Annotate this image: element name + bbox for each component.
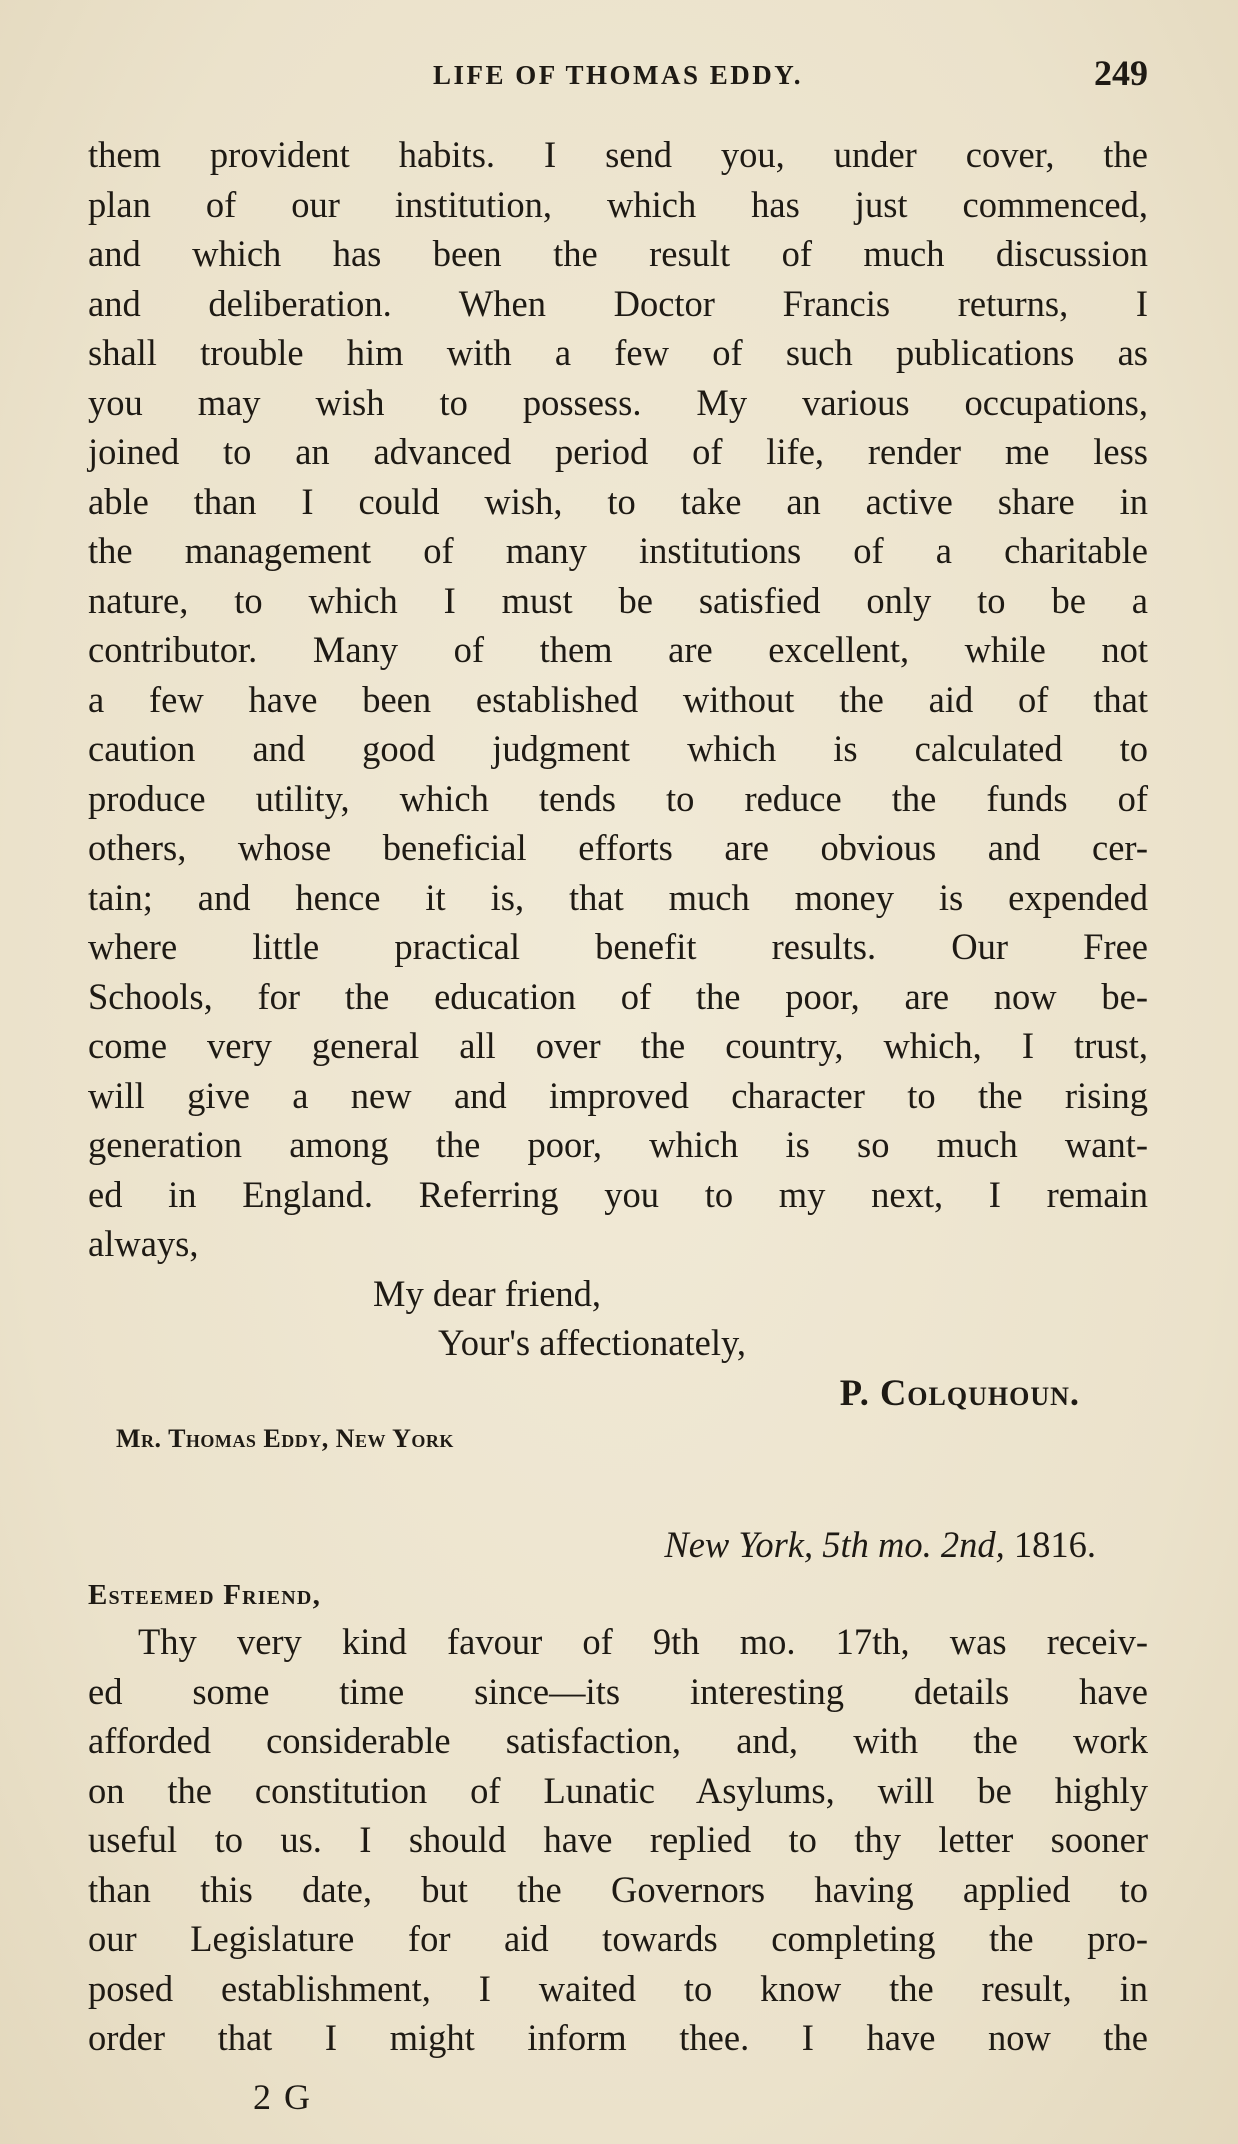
page-body: [88, 130, 1148, 2063]
dateline: [88, 1517, 1148, 1573]
text-line: joined to an advanced period of life, render me less: [88, 431, 1148, 472]
letter-new: [88, 1517, 1148, 2063]
text-line: will give a new and improved character to the rising: [88, 1074, 1148, 1116]
text-line: contributor. Many of them are excellent, while not: [88, 629, 1148, 670]
text-line: tain; and hence it is, that much money is expended: [88, 876, 1148, 918]
dateline-place: New York,: [664, 1524, 814, 1565]
closing-line: My dear friend,: [373, 1272, 602, 1314]
text-line: shall trouble him with a few of such publications as: [88, 332, 1148, 373]
text-line: where little practical benefit results. Our Free: [88, 926, 1148, 967]
page-header: [88, 52, 1148, 102]
text-line: able than I could wish, to take an active share in: [88, 480, 1148, 522]
dateline-date: 5th mo. 2nd,: [822, 1524, 1005, 1565]
text-line: them provident habits. I send you, under cover, the: [88, 134, 1148, 175]
text-line: Thy very kind favour of 9th mo. 17th, was receiv-: [138, 1621, 1148, 1662]
dateline-year: 1816.: [1013, 1524, 1096, 1565]
letter-continued: [88, 130, 1148, 1461]
text-line: produce utility, which tends to reduce the funds of: [88, 777, 1148, 819]
text-line: the management of many institutions of a charitable: [88, 530, 1148, 571]
addressee: Mr. Thomas Eddy, New York: [116, 1424, 454, 1453]
page-number: 249: [1094, 53, 1148, 93]
text-line: ed some time since—its interesting details have: [88, 1670, 1148, 1712]
text-line: a few have been established without the aid of that: [88, 678, 1148, 720]
text-line: you may wish to possess. My various occupations,: [88, 381, 1148, 423]
text-line: and deliberation. When Doctor Francis returns, I: [88, 282, 1148, 324]
text-line: Schools, for the education of the poor, are now be-: [88, 975, 1148, 1017]
text-line: others, whose beneficial efforts are obvious and cer-: [88, 827, 1148, 868]
text-line: plan of our institution, which has just commenced,: [88, 183, 1148, 225]
text-line: come very general all over the country, which, I trust,: [88, 1025, 1148, 1066]
text-line: always,: [88, 1223, 199, 1264]
text-line: our Legislature for aid towards completing the pro-: [88, 1918, 1148, 1959]
section-gap: [88, 1461, 1148, 1517]
letter-signature: P. Colquhoun.: [839, 1371, 1080, 1413]
text-line: useful to us. I should have replied to thy letter sooner: [88, 1819, 1148, 1860]
closing-line: Your's affectionately,: [438, 1322, 746, 1363]
text-line: caution and good judgment which is calculated to: [88, 728, 1148, 769]
text-line: order that I might inform thee. I have now the: [88, 2017, 1148, 2058]
text-line: ed in England. Referring you to my next, I remain: [88, 1173, 1148, 1215]
text-line: generation among the poor, which is so much want-: [88, 1124, 1148, 1165]
printers-signature-mark: 2 G: [253, 2077, 312, 2117]
running-head: LIFE OF THOMAS EDDY.: [432, 60, 804, 90]
text-line: posed establishment, I waited to know the result, in: [88, 1967, 1148, 2009]
text-line: on the constitution of Lunatic Asylums, will be highly: [88, 1769, 1148, 1811]
salutation: Esteemed Friend,: [88, 1579, 322, 1611]
text-line: nature, to which I must be satisfied only to be a: [88, 579, 1148, 621]
text-line: afforded considerable satisfaction, and, with the work: [88, 1720, 1148, 1761]
text-line: and which has been the result of much discussion: [88, 233, 1148, 274]
text-line: than this date, but the Governors having applied to: [88, 1868, 1148, 1910]
